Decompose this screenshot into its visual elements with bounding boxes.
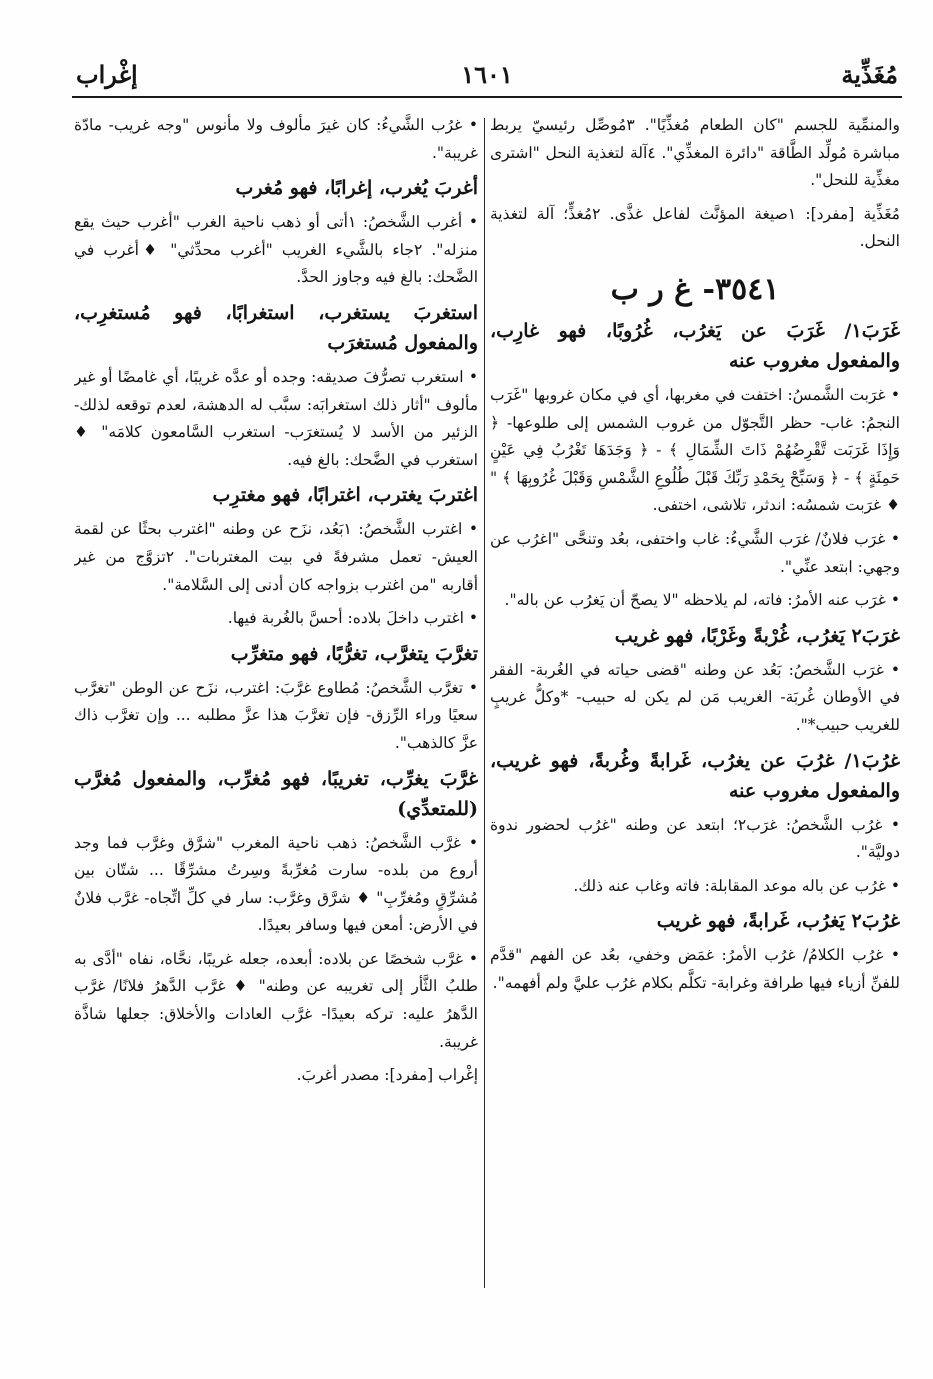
left-column <box>74 112 478 1292</box>
definition-entry: • تغرَّب الشَّخصُ: مُطاوع غرَّبَ: اغترب، نزَح عن الوطن "تغرَّب سعيًا وراء الرِّزق- فإن تغرَّبَ هذا عزَّ مطلبه ... وإن تغرَّب ذاك عزَّ كالذهب". <box>74 678 478 752</box>
definition-entry: • غرَب عنه الأمرُ: فاته، لم يلاحظه "لا يصحّ أن يَغرُب عن باله". <box>504 591 900 610</box>
verb-headword: غرُبَ١/ غرُبَ عن يغرُب، غَرابةً وغُربةً، فهو غريب، والمفعول مغروب عنه <box>490 749 900 802</box>
verb-headword: اغتربَ يغترب، اغترابًا، فهو مغترِب <box>212 484 478 507</box>
right-column <box>490 112 900 1292</box>
definition-entry: • غرُب الشَّخصُ: غرَب٢؛ ابتعد عن وطنه "غرُب لحضور ندوة دوليَّة". <box>490 815 900 862</box>
definition-entry: • غرُب عن باله موعد المقابلة: فاته وغاب عنه ذلك. <box>573 876 900 895</box>
verb-headword: غرَبَ٢ يَغرُب، غُرْبةً وغَرْبًا، فهو غريب <box>614 624 900 647</box>
header-last-word: إغْراب <box>76 60 138 89</box>
definition-entry: • اغترب داخلَ بلاده: أحسَّ بالغُربة فيها. <box>227 609 478 628</box>
definition-entry: إغْراب [مفرد]: مصدر أغربَ. <box>296 1066 478 1085</box>
verb-headword: استغربَ يستغرب، استغرابًا، فهو مُستغرِب، والمفعول مُستغرَب <box>74 301 478 354</box>
definition-entry: • غرُب الكلامُ/ غرُب الأمرُ: غمَض وخفي، بعُد عن الفهم "قدَّم للفنِّ أزياء فيها طرافة وغرابة- تكلَّم بكلام غرُب عليَّ ولم أفهمه". <box>490 946 900 992</box>
page-header <box>72 56 902 98</box>
verb-headword: غرَّبَ يغرِّب، تغريبًا، فهو مُغرِّب، والمفعول مُغرَّب (للمتعدِّي) <box>74 767 478 820</box>
column-divider <box>484 118 485 1288</box>
verb-headword: غَرَبَ١/ غَرَبَ عن يَغرُب، غُرُوبًا، فهو غارِب، والمفعول مغروب عنه <box>490 319 900 372</box>
definition-entry: • غرُب الشَّيءُ: كان غيرَ مألوف ولا مأنوس "وجه غريب- مادّة غريبة". <box>74 116 478 162</box>
definition-entry: • غرَّب شخصًا عن بلاده: أبعده، جعله غريبًا، نحَّاه، نفاه "أدَّى به طلبُ الثَّأر إلى تغريبه عن وطنه" ♦ غرَّب الدَّهرُ فلانًا/ غرَّب الدَّهرُ عليه: تركه بعيدًا- غرَّب العادات والأخلاق: جعلها شاذَّة غريبة. <box>74 949 478 1051</box>
page-number: ١٦٠١ <box>461 60 513 89</box>
definition-entry: • غرَب الشَّخصُ: بَعُد عن وطنه "قضى حياته في الغُربة- الفقر في الأوطان غُربَة- الغريب مَن لم يكن له حبيب- *وكلُّ غريبٍ للغريب حبيب*". <box>490 660 900 734</box>
verb-headword: غرُبَ٢ يَغرُب، غَرابةً، فهو غريب <box>656 910 900 933</box>
verb-headword: تغرَّبَ يتغرَّب، تغرُّبًا، فهو متغرِّب <box>230 642 478 665</box>
definition-entry: • أغرب الشَّخصُ: ١أتى أو ذهب ناحية الغرب "أغرب حيث يقع منزله". ٢جاء بالشَّيء الغريب "أغرب محدِّثي" ♦أغرب في الضَّحك: بالغ فيه وجاوز الحدَّ. <box>74 213 478 287</box>
root-heading: ٣٥٤١- غ ر ب <box>610 271 780 307</box>
definition-entry: • اغترب الشَّخصُ: ١بَعُد، نزَح عن وطنه "اغترب بحثًا عن لقمة العيش- تعمل مشرفةً في بيت المغتربات". ٢تزوَّج من غير أقاربه "من اغترب بزواجه كان أدنى إلى السَّلامة". <box>74 520 478 594</box>
verb-headword: أغربَ يُغرب، إغرابًا، فهو مُغرب <box>235 177 478 200</box>
header-first-word: مُغَذِّية <box>841 60 898 89</box>
definition-entry: • غرَّب الشَّخصُ: ذهب ناحية المغرب "شرَّق وغرَّب فما وجد أروع من بلده- سارت مُغرِّبةً وسِرتُ مشرِّقًا ... شتّان بين مُشرِّقٍ ومُغرِّبِ" ♦ شرَّق وغرَّب: سار في كلِّ اتِّجاه- غرَّب فلانٌ في الأرض: أمعن فيها وسافر بعيدًا. <box>74 833 478 935</box>
definition-entry: مُغَذِّية [مفرد]: ١صيغة المؤنَّث لفاعل غذَّى. ٢مُغذٍّ؛ آلة لتغذية النحل. <box>490 204 900 251</box>
definition-entry: • غرَب فلانٌ/ غرَب الشَّيءُ: غاب واختفى، بعُد وتنحَّى "اغرُب عن وجهي: ابتعد عنِّي". <box>490 529 900 576</box>
definition-entry: والمنمِّية للجسم "كان الطعام مُغذِّيًا". ٣مُوصِّل رئيسيّ يربط مباشرة مُولِّد الطَّاقة "دائرة المغذِّي". ٤آلة لتغذية النحل "اشترى مغذِّية للنحل". <box>490 116 900 190</box>
definition-entry: • استغرب تصرُّفَ صديقه: وجده أو عدَّه غريبًا، أي غامضًا أو غير مألوف "أثار ذلك استغرابَه: سبَّب له الدهشة، لعدم توقعه لذلك- الزئير من الأسد لا يُستغرَب- استغرب السَّامعون كلامَه" ♦ استغرب في الضَّحك: بالغ فيه. <box>74 367 478 469</box>
definition-entry: • غرَبت الشَّمسُ: اختفت في مغربها، أي في مكان غروبها "غَرَب النجمُ: غاب- حظر التَّجوّل من غروب الشمس إلى طلوعها- ﴿ وَإِذَا غَرَبَت تَّقْرِضُهُمْ ذَاتَ الشِّمَالِ ﴾ - ﴿ وَجَدَهَا تَغْرُبُ فِي عَيْنٍ حَمِئَةٍ ﴾ - ﴿ وَسَبِّحْ بِحَمْدِ رَبِّكَ قَبْلَ طُلُوعِ الشَّمْسِ وَقَبْلَ غُرُوبِهَا ﴾ " ♦ غرَبت شمسُه: اندثر، تلاشى، اختفى. <box>490 385 900 515</box>
